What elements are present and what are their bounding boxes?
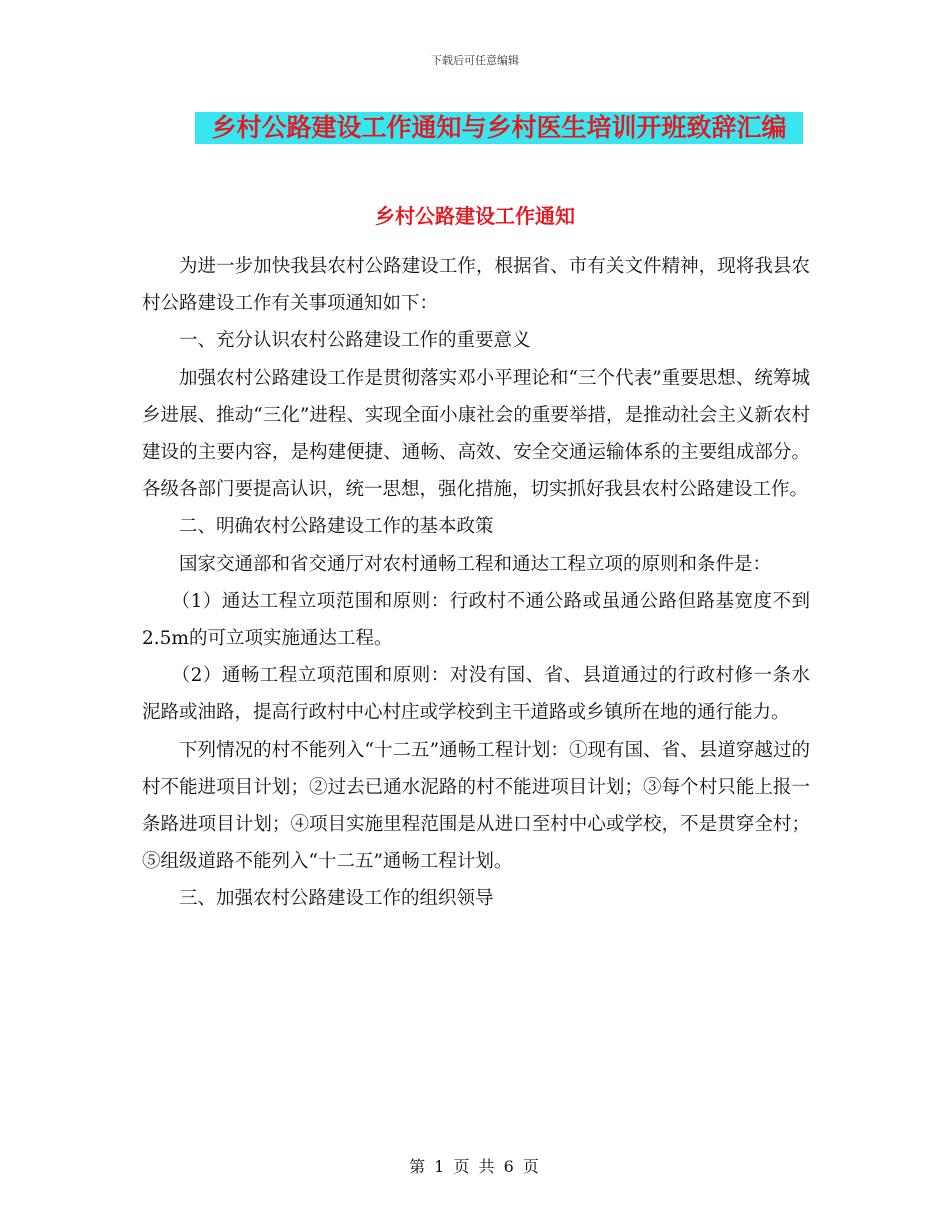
section-title: 乡村公路建设工作通知 xyxy=(375,204,575,228)
body-text xyxy=(142,248,810,918)
heading-three: 三、加强农村公路建设工作的组织领导 xyxy=(179,888,494,910)
paragraph-exclusions: 下列情况的村不能列入“十二五”通畅工程计划：①现有国、省、县道穿越过的村不能进项目计划；②过去已通水泥路的村不能进项目计划；③每个村只能上报一条路进项目计划；④项目实施里程范围是从进口至村中心或学校，不是贯穿全村；⑤组级道路不能列入“十二五”通畅工程计划。 xyxy=(142,739,810,873)
heading-one: 一、充分认识农村公路建设工作的重要意义 xyxy=(179,330,531,352)
list-item-access: （1）通达工程立项范围和原则：行政村不通公路或虽通公路但路基宽度不到2.5m的可立项实施通达工程。 xyxy=(142,590,810,650)
main-title: 乡村公路建设工作通知与乡村医生培训开班致辞汇编 xyxy=(195,112,803,144)
paragraph-importance: 加强农村公路建设工作是贯彻落实邓小平理论和“三个代表”重要思想、统筹城乡进展、推动“三化”进程、实现全面小康社会的重要举措，是推动社会主义新农村建设的主要内容，是构建便捷、通畅、高效、安全交通运输体系的主要组成部分。各级各部门要提高认识，统一思想，强化措施，切实抓好我县农村公路建设工作。 xyxy=(142,367,810,501)
list-item-smooth: （2）通畅工程立项范围和原则：对没有国、省、县道通过的行政村修一条水泥路或油路，提高行政村中心村庄或学校到主干道路或乡镇所在地的通行能力。 xyxy=(142,665,810,724)
paragraph-policy: 国家交通部和省交通厅对农村通畅工程和通达工程立项的原则和条件是： xyxy=(179,553,772,575)
page-footer: 第 1 页 共 6 页 xyxy=(409,1157,541,1176)
paragraph-intro: 为进一步加快我县农村公路建设工作，根据省、市有关文件精神，现将我县农村公路建设工作有关事项通知如下： xyxy=(142,256,810,315)
header-note: 下载后可任意编辑 xyxy=(431,54,519,67)
heading-two: 二、明确农村公路建设工作的基本政策 xyxy=(179,516,494,538)
